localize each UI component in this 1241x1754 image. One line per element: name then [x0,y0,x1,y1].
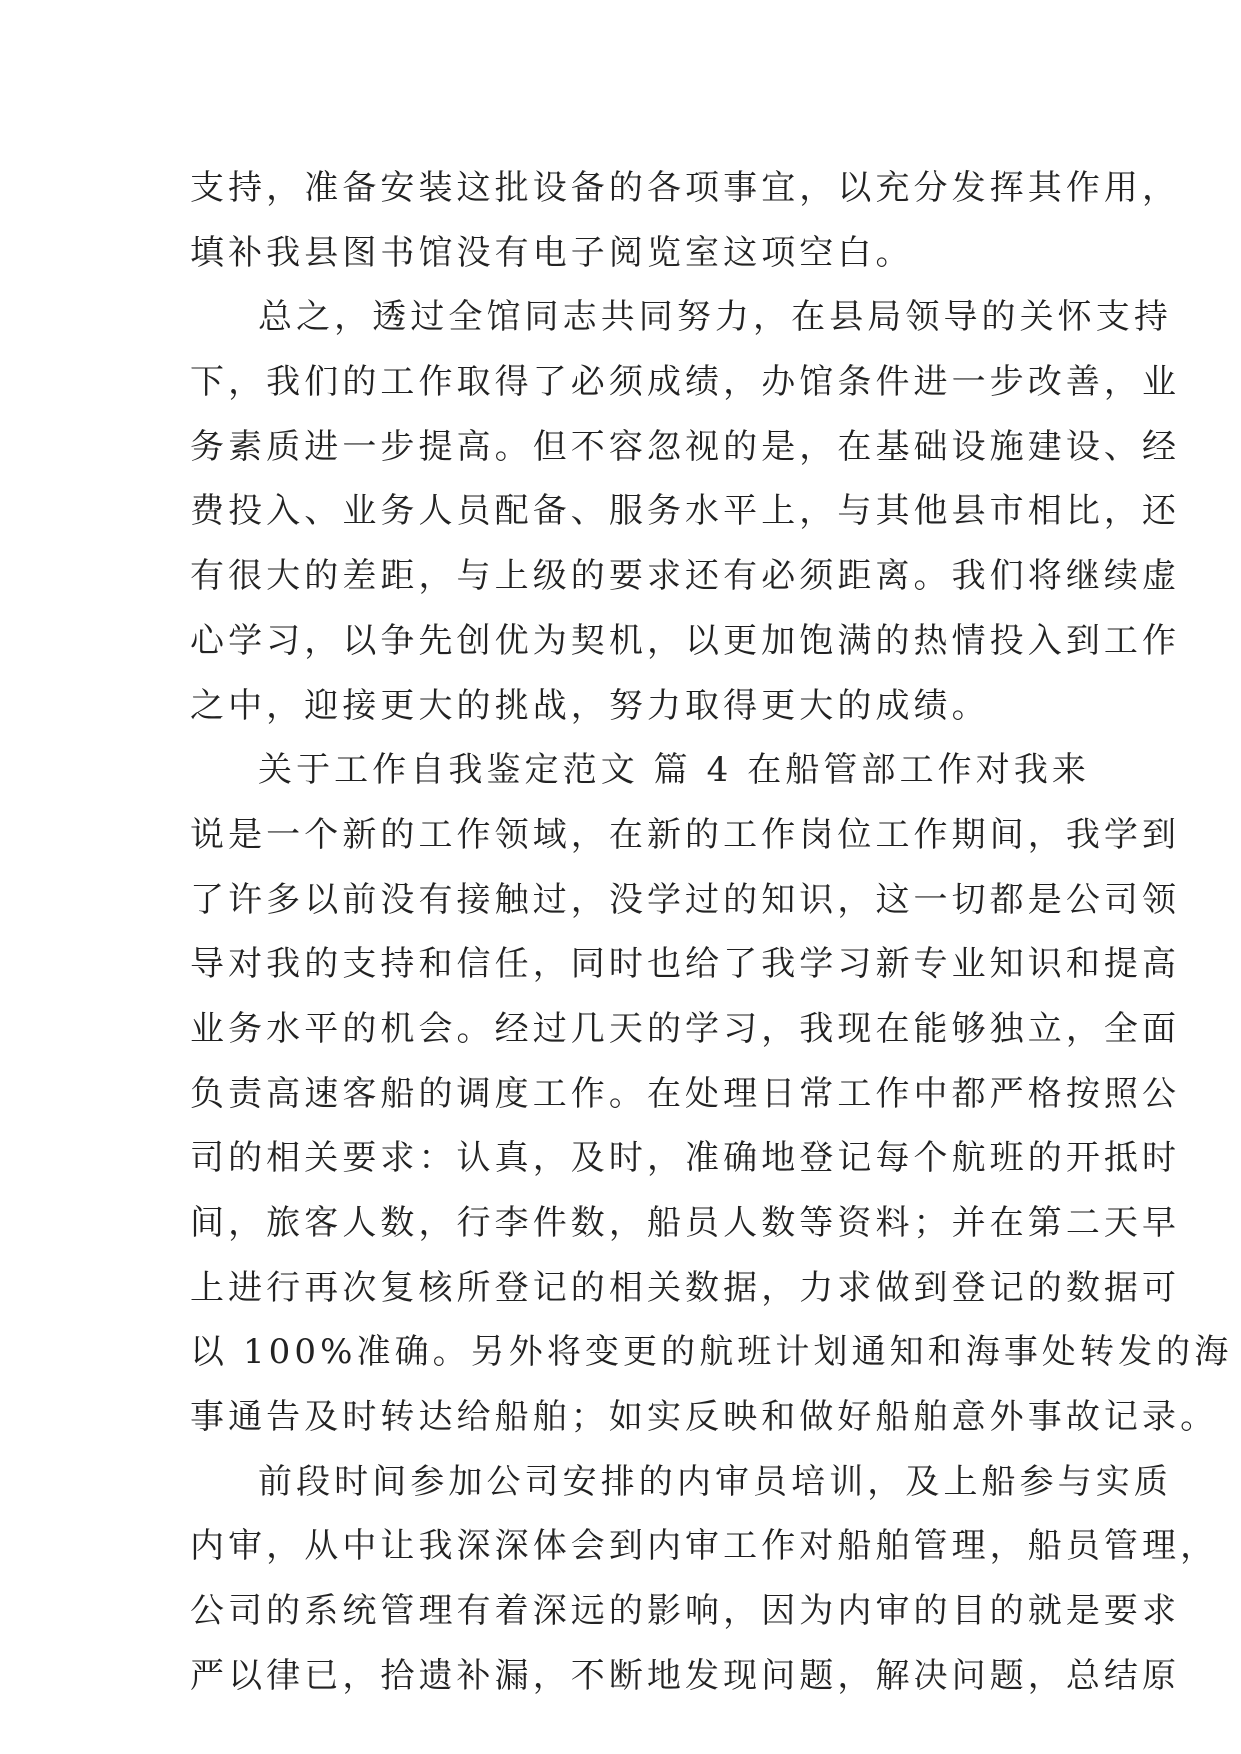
text-line: 了许多以前没有接触过，没学过的知识，这一切都是公司领 [190,879,1181,920]
text-line: 间，旅客人数，行李件数，船员人数等资料；并在第二天早 [190,1203,1181,1243]
text-line: 之中，迎接更大的挑战，努力取得更大的成绩。 [190,685,990,726]
text-line: 下，我们的工作取得了必须成绩，办馆条件进一步改善，业 [190,362,1181,403]
text-line: 严以律已，拾遗补漏，不断地发现问题，解决问题，总结原 [190,1655,1181,1696]
text-line: 心学习，以争先创优为契机，以更加饱满的热情投入到工作 [190,620,1181,661]
text-line: 支持，准备安装这批设备的各项事宜，以充分发挥其作用， [190,168,1181,208]
text-line: 业务水平的机会。经过几天的学习，我现在能够独立，全面 [190,1008,1181,1049]
text-line: 司的相关要求：认真，及时，准确地登记每个航班的开抵时 [190,1138,1181,1179]
text-line: 上进行再次复核所登记的相关数据，力求做到登记的数据可 [190,1267,1181,1308]
text-line: 总之，透过全馆同志共同努力，在县局领导的关怀支持 [258,297,1172,338]
text-line: 内审，从中让我深深体会到内审工作对船舶管理，船员管理， [190,1526,1219,1567]
text-line: 务素质进一步提高。但不容忽视的是，在基础设施建设、经 [190,426,1181,467]
text-line: 导对我的支持和信任，同时也给了我学习新专业知识和提高 [190,944,1181,985]
text-line: 前段时间参加公司安排的内审员培训，及上船参与实质 [258,1461,1172,1502]
text-line: 费投入、业务人员配备、服务水平上，与其他县市相比，还 [190,491,1181,532]
text-line: 说是一个新的工作领域，在新的工作岗位工作期间，我学到 [190,814,1181,855]
text-line: 填补我县图书馆没有电子阅览室这项空白。 [190,232,914,273]
section-heading-line: 关于工作自我鉴定范文 篇 4 在船管部工作对我来 [258,750,1090,791]
text-line: 负责高速客船的调度工作。在处理日常工作中都严格按照公 [190,1073,1181,1114]
text-line: 有很大的差距，与上级的要求还有必须距离。我们将继续虚 [190,556,1181,597]
text-line: 事通告及时转达给船舶；如实反映和做好船舶意外事故记录。 [190,1397,1219,1438]
text-line: 公司的系统管理有着深远的影响，因为内审的目的就是要求 [190,1591,1181,1632]
document-body [190,156,1233,1709]
text-line: 以 100%准确。另外将变更的航班计划通知和海事处转发的海 [190,1332,1233,1373]
